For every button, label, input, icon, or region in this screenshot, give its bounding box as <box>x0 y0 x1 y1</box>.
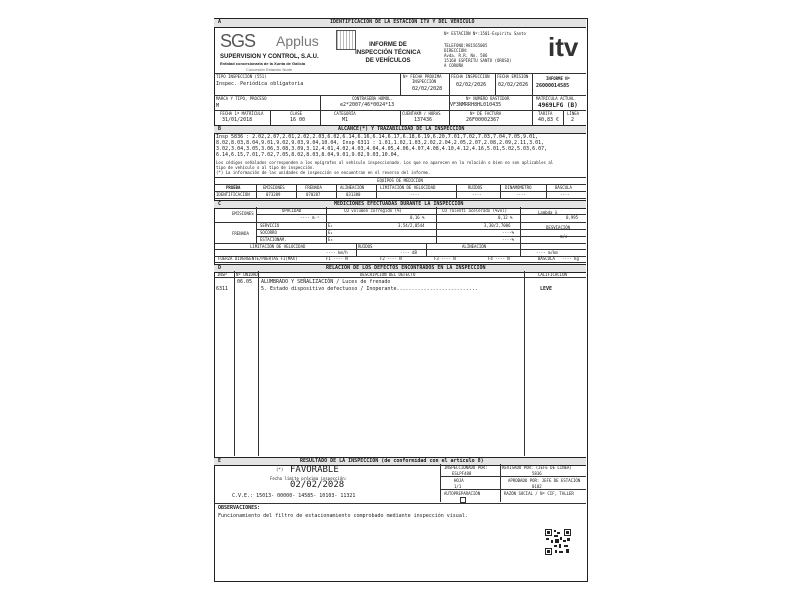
odometer-value: 137436 <box>414 117 433 123</box>
fee-label: TARIFA <box>538 111 553 116</box>
force-f2: F2 ---- N <box>380 256 402 261</box>
equipment-header-test: PRUEBA <box>226 185 241 190</box>
equipment-dyno-id: ---- <box>516 192 526 197</box>
itv-logo: itv <box>548 32 579 62</box>
prev-insp-label: Nº FECHA PRÓXIMA <box>403 74 442 79</box>
section-b-title: ALCANCE(*) Y TRAZABILIDAD DE LA INSPECCIÓN <box>338 126 465 132</box>
noise-value: ---- dB <box>400 250 417 255</box>
report-title-3: DE VEHÍCULOS <box>365 58 411 64</box>
section-e-title: RESULTADO DE LA INSPECCIÓN (de conformidad con el artículo 8) <box>300 458 484 464</box>
plate-value: 4969LFG (B) <box>538 102 578 109</box>
make-label: MARCA Y TIPO, PROCESO <box>216 96 267 101</box>
secondary-brake-e: E₂ <box>328 230 333 235</box>
defect-classification: LEVE <box>540 286 553 292</box>
force-f4: F4 ---- N <box>488 256 510 261</box>
service-brake-label: SERVICIO <box>260 223 280 228</box>
fee-value: 40,83 € <box>538 117 560 123</box>
vin-label: Nº NUMERO BASTIDOR <box>466 96 510 101</box>
seal-icon <box>336 30 356 50</box>
defect-unit: 06.05 <box>237 279 253 285</box>
equipment-header-alignment: ALINEACIÓN <box>340 185 365 190</box>
equipment-id-label: IDENTIFICACIÓN <box>216 192 250 197</box>
section-c-letter: C <box>218 201 222 207</box>
sheet-label: HOJA <box>454 478 464 483</box>
inspector-label: INSPECCIONADO POR: <box>444 465 488 470</box>
first-reg-value: 31/01/2018 <box>222 117 253 123</box>
section-d-title: RELACIÓN DE LOS DEFECTOS ENCONTRADOS EN LA INSPECCIÓN <box>326 265 486 271</box>
inspection-type-label: TIPO INSPECCIÓN (551) <box>216 74 267 79</box>
category-value: M1 <box>342 117 349 123</box>
reviewed-value: 5836 <box>532 471 542 476</box>
section-d-letter: D <box>218 265 222 271</box>
plate-label: MATRÍCULA ACTUAL <box>536 96 575 101</box>
scope-note-2: tipo de vehículo o al tipo de inspección. <box>216 165 315 170</box>
insp-date-label: FECHA INSPECCIÓN <box>451 74 490 79</box>
invoice-value: 26F00002367 <box>466 117 500 123</box>
scope-note-1: Los códigos señalados corresponden a los epígrafes al vehículo inspeccionado. Los que no aparecen en la relación o bien no son aplicables al <box>216 160 554 165</box>
defect-insp: 6311 <box>216 286 229 292</box>
report-title-1: INFORME DE <box>369 42 407 48</box>
alignment-value: ---- m/km <box>536 250 558 255</box>
issue-date-label: FECHA EMISIÓN <box>497 74 529 79</box>
equipment-noise-id: ---- <box>472 192 482 197</box>
line-value: 2 <box>571 117 575 123</box>
vin-value: VF3NMRRH8HL010435 <box>450 102 502 108</box>
scope-line-2: 8.02,8.03,8.04,9.01,9.02,9.03,9.04,10.04, Insp 6311 : 1.01,1.02,1.03,2.02,2.04,2.05,2.07,2.08,2.09,2.11,3.01, <box>216 140 545 146</box>
equipment-header-scale: BÁSCULA <box>555 185 572 190</box>
co-idle-value: 0,12 % <box>498 215 513 220</box>
equipment-header-noise: RUIDOS <box>468 185 483 190</box>
service-brake-e: E₁ <box>328 223 333 228</box>
inspection-type-value: Inspec. Periódica obligatoria <box>216 81 304 87</box>
alignment-label: ALINEACIÓN <box>462 244 487 249</box>
defect-line-1: ALUMBRADO Y SEÑALIZACIÓN / Luces de frenado <box>261 279 391 285</box>
company-subtitle-2: Concesión Estación Norte <box>246 67 293 72</box>
insp-date-value: 02/02/2026 <box>456 82 487 88</box>
next-date-label: Fecha límite próxima inspección: <box>270 476 348 481</box>
observations-title: OBSERVACIONES: <box>218 505 261 511</box>
inspector-value: ESLPF488 <box>452 471 472 476</box>
self-prep-label: AUTOPREPARACIÓN <box>444 491 481 496</box>
category-label: CATEGORÍA <box>334 111 356 116</box>
odometer-label: CUENTAKM / HORAS <box>402 111 441 116</box>
scope-line-4: 6.14,6.15,7.01,7.02,7.05,8.02,8.03,8.04,9.01,9.02,9.03,10.04, <box>216 152 400 158</box>
make-value: M <box>216 103 220 109</box>
next-date-value: 02/02/2028 <box>290 480 345 490</box>
secondary-brake-value: ----% <box>502 230 515 235</box>
issue-date-value: 02/02/2026 <box>498 82 529 88</box>
scope-line-3: 3.02,3.04,3.05,3.06,3.08,3.09,3.12,4.01,4.02,4.03,4.04,4.05,4.06,4.07,4.08,4.10,4.12,4.16,5.01,5.02,5.03,6.07, <box>216 146 548 152</box>
workshop-label: RAZÓN SOCIAL / Nº CIF, TALLER <box>504 491 574 496</box>
section-a-title: IDENTIFICACIÓN DE LA ESTACIÓN ITV Y DEL VEHÍCULO <box>330 19 475 25</box>
station-phone: TELEFONO:981565005 <box>444 43 488 48</box>
cve-code: C.V.E.: 15013- 00000- 14585- 10103- 11321 <box>232 493 356 499</box>
station-address-3: A CORUÑA <box>444 63 464 68</box>
emissions-label: EMISIONES <box>232 211 254 216</box>
braking-label: FRENADA <box>232 231 249 236</box>
observations-text: Funcionamiento del filtro de estacionamiento comprobado mediante inspección visual. <box>218 513 468 519</box>
service-brake-value: 3,54/2,0544 <box>398 223 425 228</box>
noise-label: RUIDOS <box>358 244 373 249</box>
station-address-2: 15168 ESPÍRITU SANTO (OROSO) <box>444 58 512 63</box>
service-brake-value-2: 3,30/2,7006 <box>484 223 511 228</box>
equipment-header-braking: FRENADA <box>305 185 322 190</box>
line-label: LÍNEA <box>567 111 580 116</box>
opacity-label: OPACIDAD <box>282 208 302 213</box>
co-idle-label: CO ralentí acelerado (%vol) <box>442 208 508 213</box>
co-label: CO volumen corregido (%) <box>344 208 402 213</box>
station-address-1: Avda. R.R. No. 586 <box>444 53 488 58</box>
secondary-brake-label: SOCORRO <box>260 230 277 235</box>
report-title-2: INSPECCIÓN TÉCNICA <box>355 50 421 56</box>
scale-value: ---- kg <box>562 256 579 261</box>
force-f3: F3 ---- N <box>434 256 456 261</box>
prev-insp-value: 02/02/2028 <box>412 86 443 92</box>
invoice-label: Nº DE FACTURA <box>470 111 502 116</box>
deviation-label: DESVIACIÓN <box>546 225 571 230</box>
defects-col-description: DESCRIPCIÓN DEL DEFECTO <box>360 272 416 277</box>
reviewed-label: REVISADO POR: (JEFE DE LÍNEA) <box>502 465 572 470</box>
station-address-label: DIRECCIÓN: <box>444 48 469 53</box>
speed-limit-value: ---- km/h <box>326 250 348 255</box>
defect-line-2: 5. Estado dispositivo defectuoso / Inoperante........................... <box>261 286 478 292</box>
report-number-value: 26000014585 <box>536 83 570 89</box>
co-value: 0,16 % <box>410 215 425 220</box>
prev-insp-label-2: INSPECCIÓN <box>412 79 437 84</box>
company-subtitle: Entidad concesionaria de la Xunta de Galicia <box>220 61 306 66</box>
result-marker: (*) <box>276 467 284 472</box>
equipment-emissions-id: 073289 <box>266 192 281 197</box>
parking-brake-value: ----% <box>502 237 515 242</box>
type-approval-value: e2*2007/46*0024*13 <box>340 102 395 108</box>
scope-note-3: (*) La información de las unidades de inspección se encuentran en el reverso del informe. <box>216 170 431 175</box>
company-name: SUPERVISION Y CONTROL, S.A.U. <box>220 54 319 60</box>
parking-brake-label: ESTACIONAM. <box>260 237 287 242</box>
deviation-value: ---- m/s <box>548 234 568 239</box>
lambda-value: 0,995 <box>566 215 579 220</box>
equipment-title: EQUIPOS DE MEDICIÓN <box>377 178 423 183</box>
station-number: Nº ESTACIÓN Nº:1501-Espiritu Santo <box>444 31 526 36</box>
force-f1: F1 ---- N <box>326 256 348 261</box>
class-label: CLASE <box>290 111 303 116</box>
report-number-label: INFORME Nº <box>546 76 571 81</box>
section-b-letter: B <box>218 126 222 132</box>
equipment-speed-id: ---- <box>410 192 420 197</box>
section-e-letter: E <box>218 458 222 464</box>
sheet-value: 1/1 <box>454 484 462 489</box>
force-label: FUERZA DIVERGENTE/PUERTAS FI(MAX) <box>218 256 298 261</box>
inspection-report-page: A IDENTIFICACIÓN DE LA ESTACIÓN ITV Y DEL VEHÍCULO SGS Applus SUPERVISION Y CONTROL, S.A.U. Entidad concesionaria de la Xunta de Galicia Concesión Estación Norte INFORME DE INSPECCIÓN TÉCNICA DE VEHÍCULOS Nº ESTACIÓN Nº:1501-Espiritu Santo TELEFONO:981565005 DIRECCIÓN: Avda. R.R. No. 586 15168 ESPÍRITU SANTO (OROSO) A CORUÑA itv TIPO INSPECCIÓN (551) Inspec. Periódica obligatoria Nº FECHA PRÓXIMA INSPECCIÓN 02/02/2028 FECHA INSPECCIÓN 02/02/2026 FECHA EMISIÓN 02/02/2026 INFORME Nº 26000014585 MARCA Y TIPO, PROCESO M CONTRASEÑA HOMOL. e2*2007/46*0024*13 Nº NUMERO BASTIDOR VF3NMRRH8HL010435 MATRÍCULA ACTUAL 4969LFG (B) FECHA 1ª MATRÍCULA 31/01/2018 CLASE 16 00 CATEGORÍA M1 CUENTAKM / HORAS 137436 Nº DE FACTURA 26F00002367 TARIFA 40,83 € LÍNEA 2 B ALCANCE(*) Y TRAZABILIDAD DE LA INSPECCIÓN Insp 5836 : 2.02,2.07,2.01,2.02,2.03,6.02,6.14,6.16,6.14,6.17,6.18,6.19,6.20,7.01,7.02,7.03,7.04,7.05,9.01, 8.02,8.03,8.04,9.01,9.02,9.03,9.04,10.04, Insp 6311 : 1.01,1.02,1.03,2.02,2.04,2.05,2.07,2.08,2.09,2.11,3.01, 3.02,3.04,3.05,3.06,3.08,3.09,3.12,4.01,4.02,4.03,4.04,4.05,4.06,4.07,4.08,4.10,4.12,4.16,5.01,5.02,5.03,6.07, 6.14,6.15,7.01,7.02,7.05,8.02,8.03,8.04,9.01,9.02,9.03,10.04, Los códigos señalados corresponden a los epígrafes al vehículo inspeccionado. Los que no aparecen en la relación o bien no son aplicables al tipo de vehículo o al tipo de inspección. (*) La información de las unidades de inspección se encuentran en el reverso del informe. EQUIPOS DE MEDICIÓN PRUEBA EMISIONES FRENADA ALINEACIÓN LIMITACIÓN DE VELOCIDAD RUIDOS DINAMÓMETRO BÁSCULA IDENTIFICACIÓN 073289 070287 031380 ---- ---- ---- ---- C MEDICIONES EFECTUADAS DURANTE LA INSPECCIÓN EMISIONES OPACIDAD CO volumen corregido (%) CO ralentí acelerado (%vol) Lambda λ ---- m⁻¹ 0,16 % 0,12 % 0,995 FRENADA SERVICIO SOCORRO ESTACIONAM. E₁ 3,54/2,0544 3,30/2,7006 E₂ ----% E₃ ----% DESVIACIÓN ---- m/s LIMITACIÓN DE VELOCIDAD ---- km/h RUIDOS ---- dB ALINEACIÓN ---- m/km FUERZA DIVERGENTE/PUERTAS FI(MAX) F1 ---- N F2 ---- N F3 ---- N F4 ---- N BÁSCULA ---- kg D RELACIÓN DE LOS DEFECTOS ENCONTRADOS EN LA INSPECCIÓN INSP Nº UNIDAD DESCRIPCIÓN DEL DEFECTO CALIFICACIÓN 06.05 6311 ALUMBRADO Y SEÑALIZACIÓN / Luces de frenado 5. Estado dispositivo defectuoso / Inoperante........................... LEVE E RESULTADO DE LA INSPECCIÓN (de conformidad con el artículo 8) (*) FAVORABLE Fecha límite próxima inspección: 02/02/2028 C.V.E.: 15013- 00000- 14585- 10103- 11321 INSPECCIONADO POR: ESLPF488 REVISADO POR: (JEFE DE LÍNEA) 5836 HOJA 1/1 APROBADO POR: JEFE DE ESTACIÓN 0102 AUTOPREPARACIÓN RAZÓN SOCIAL / Nº CIF, TALLER OBSERVACIONES: Funcionamiento del filtro de estacionamiento comprobado mediante inspección visual. <box>0 0 800 600</box>
approval-label: APROBADO POR: JEFE DE ESTACIÓN <box>508 478 581 483</box>
first-reg-label: FECHA 1ª MATRÍCULA <box>220 111 264 116</box>
opacity-value: ---- m⁻¹ <box>300 215 320 220</box>
equipment-header-emissions: EMISIONES <box>263 185 285 190</box>
equipment-alignment-id: 031380 <box>346 192 361 197</box>
defects-col-insp: INSP <box>217 272 227 277</box>
result-value: FAVORABLE <box>290 465 339 475</box>
defects-col-unit: Nº UNIDAD <box>236 272 258 277</box>
section-a-letter: A <box>218 19 222 25</box>
qr-code-icon <box>544 528 572 556</box>
defects-col-classification: CALIFICACIÓN <box>538 272 567 277</box>
speed-limit-label: LIMITACIÓN DE VELOCIDAD <box>250 244 306 249</box>
equipment-braking-id: 070287 <box>306 192 321 197</box>
section-c-title: MEDICIONES EFECTUADAS DURANTE LA INSPECCIÓN <box>334 201 464 207</box>
scope-line-1: Insp 5836 : 2.02,2.07,2.01,2.02,2.03,6.02,6.14,6.16,6.14,6.17,6.18,6.19,6.20,7.01,7.02,7.03,7.04,7.05,9.01, <box>216 134 539 140</box>
equipment-scale-id: ---- <box>560 192 570 197</box>
lambda-label: Lambda λ <box>538 210 558 215</box>
approval-value: 0102 <box>532 484 542 489</box>
parking-brake-e: E₃ <box>328 237 333 242</box>
equipment-header-speed: LIMITACIÓN DE VELOCIDAD <box>380 185 436 190</box>
class-value: 16 00 <box>290 117 306 123</box>
equipment-header-dyno: DINAMÓMETRO <box>505 185 532 190</box>
type-approval-label: CONTRASEÑA HOMOL. <box>352 96 393 101</box>
scale-label: BÁSCULA <box>538 256 555 261</box>
